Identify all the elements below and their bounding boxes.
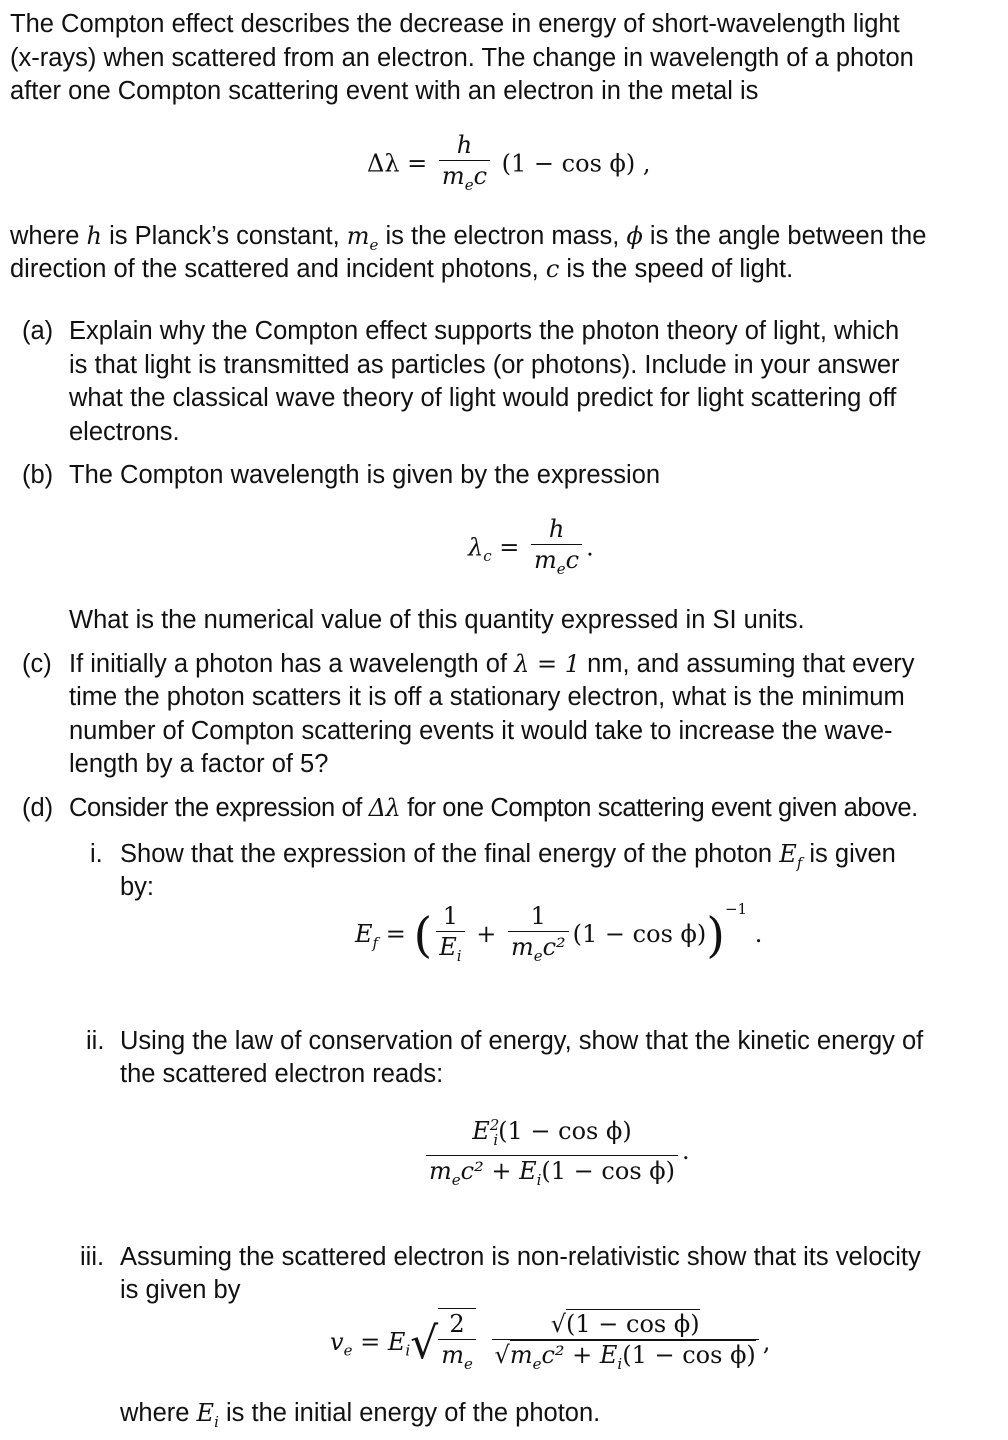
intro-line-1: The Compton effect describes the decrease in energy of short-wavelength light [10, 10, 900, 38]
part-c-line-1: If initially a photon has a wavelength of λ = 1 nm, and assuming that every [69, 650, 915, 678]
where-line-2: direction of the scattered and incident photons, c is the speed of light. [10, 255, 794, 283]
final-energy-equation: $E_f$ = ( $\frac{1}{E_i}$ + $\frac{1}{m_ec^2}$ (1 − cos ϕ))$^{-1}$ . [355, 900, 763, 965]
intro-line-3: after one Compton scattering event with an electron in the metal is [10, 77, 759, 105]
compton-equation: Δλ = $\frac{h}{m_ec}$ (1 − cos ϕ) , [367, 131, 651, 194]
part-b-line-1: The Compton wavelength is given by the expression [69, 461, 661, 489]
part-d-i-line-1: Show that the expression of the final energy of the photon $E_f$ is given [120, 840, 896, 872]
part-b-line-2: What is the numerical value of this quantity expressed in SI units. [69, 606, 805, 634]
part-d-ii-line-1: Using the law of conservation of energy, show that the kinetic energy of [120, 1027, 924, 1055]
kinetic-energy-equation: $\frac{E^2_i(1 - \cos \phi)}{m_ec^2 + E_i(1 - \cos \phi)}$ . [422, 1110, 690, 1195]
part-d-label: (d) [22, 794, 54, 822]
part-d-line-1: Consider the expression of Δλ for one Compton scattering event given above. [69, 794, 918, 822]
part-c-line-4: length by a factor of 5? [69, 750, 329, 778]
part-d-i-line-2: by: [120, 873, 155, 901]
part-d-iii-line-2: is given by [120, 1276, 241, 1304]
part-a-label: (a) [22, 317, 54, 345]
part-d-i-label: i. [90, 840, 103, 868]
part-a-line-2: is that light is transmitted as particles (or photons). Include in your answer [69, 351, 900, 379]
part-d-ii-label: ii. [86, 1027, 105, 1055]
part-c-line-3: number of Compton scattering events it would take to increase the wave- [69, 717, 893, 745]
part-a-line-4: electrons. [69, 418, 180, 446]
part-b-label: (b) [22, 461, 54, 489]
part-d-iii-line-1: Assuming the scattered electron is non-relativistic show that its velocity [120, 1243, 921, 1271]
part-a-line-3: what the classical wave theory of light would predict for light scattering off [69, 384, 897, 412]
compton-wavelength-equation: $\lambda_c$ = $\frac{h}{m_ec}$ . [468, 515, 594, 578]
where-line-1: where h is Planck’s constant, $m_e$ is the electron mass, ϕ is the angle between the [10, 222, 927, 254]
part-d-iii-where: where $E_i$ is the initial energy of the photon. [120, 1399, 601, 1431]
intro-line-2: (x-rays) when scattered from an electron. The change in wavelength of a photon [10, 44, 914, 72]
velocity-equation: $v_e = E_i√$ $\frac{2}{m_e}$ $\frac{\text{√(1 − cos ϕ)}}{√m_ec^2 + E_i(1 - \cos \phi)}$ , [330, 1308, 770, 1379]
part-d-ii-line-2: the scattered electron reads: [120, 1060, 444, 1088]
part-d-iii-label: iii. [80, 1243, 105, 1271]
part-c-line-2: time the photon scatters it is off a stationary electron, what is the minimum [69, 683, 905, 711]
part-a-line-1: Explain why the Compton effect supports the photon theory of light, which [69, 317, 900, 345]
part-c-label: (c) [22, 650, 52, 678]
